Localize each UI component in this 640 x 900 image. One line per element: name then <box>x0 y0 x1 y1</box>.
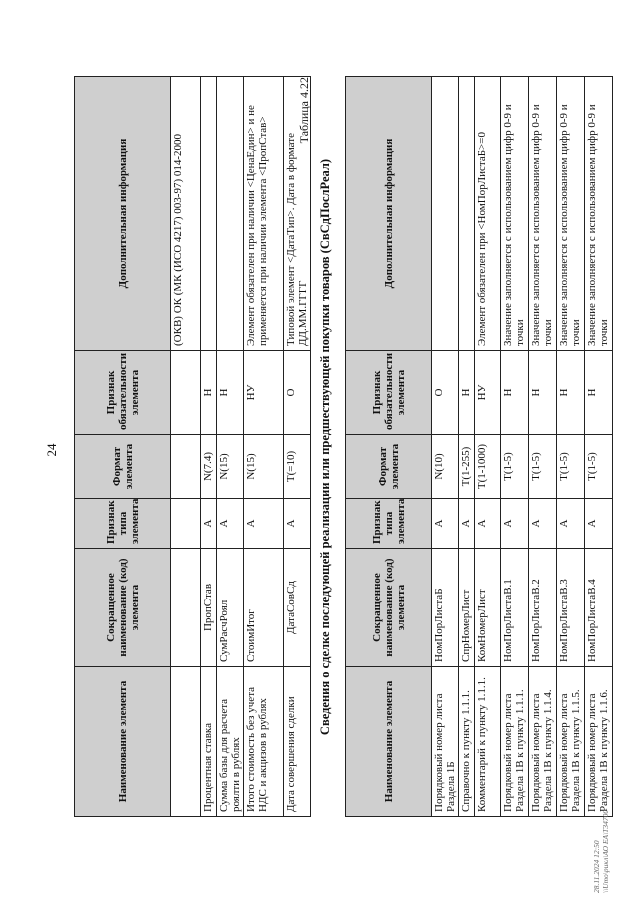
table-cell-col5: Значение заполняется с использованием цифр 0-9 и точки <box>557 77 585 351</box>
table-cell-col1: НомПорЛистаВ.1 <box>501 549 529 667</box>
table-cell-col2 <box>171 499 201 549</box>
table-number-label: Таблица 4.22 <box>297 77 311 144</box>
table-row <box>244 77 284 817</box>
header-required: Признак обязательности элемента <box>75 351 171 435</box>
table-cell-col2: А <box>557 499 585 549</box>
table-cell-col3: N(15) <box>217 435 244 499</box>
table-cell-col0: Порядковый номер листа Раздела 1В к пункту 1.1.5. <box>557 667 585 817</box>
table-cell-col0: Процентная ставка <box>201 667 217 817</box>
header-info: Дополнительная информация <box>75 77 171 351</box>
table-cell-col5 <box>201 77 217 351</box>
table-cell-col4: НУ <box>244 351 284 435</box>
table-cell-col2: А <box>432 499 459 549</box>
header-code: Сокращенное наименование (код) элемента <box>75 549 171 667</box>
table-row <box>459 77 475 817</box>
header-name: Наименование элемента <box>346 667 432 817</box>
table-cell-col2: А <box>201 499 217 549</box>
table-cell-col2: А <box>585 499 613 549</box>
header-info: Дополнительная информация <box>346 77 432 351</box>
table-cell-col4: Н <box>585 351 613 435</box>
table-cell-col4: Н <box>501 351 529 435</box>
table-row <box>585 77 613 817</box>
table-cell-col0: Дата совершения сделки <box>284 667 311 817</box>
elements-table-continued <box>74 76 311 817</box>
table-cell-col3: T(1-1000) <box>475 435 501 499</box>
table-cell-col0: Порядковый номер листа Раздела 1В к пункту 1.1.4. <box>529 667 557 817</box>
table-cell-col4: О <box>432 351 459 435</box>
table-row <box>529 77 557 817</box>
table-cell-col1 <box>171 549 201 667</box>
table-cell-col2: А <box>244 499 284 549</box>
table-cell-col3: T(1-5) <box>501 435 529 499</box>
table-cell-col1: ДатаСовСд <box>284 549 311 667</box>
table-cell-col5: Значение заполняется с использованием цифр 0-9 и точки <box>585 77 613 351</box>
table-cell-col2: А <box>475 499 501 549</box>
table-cell-col3 <box>171 435 201 499</box>
table-row <box>432 77 459 817</box>
table-cell-col0: Порядковый номер листа Раздела 1Б <box>432 667 459 817</box>
table-cell-col1: КомНомерЛист <box>475 549 501 667</box>
page-number: 24 <box>44 443 59 457</box>
table-cell-col0: Порядковый номер листа Раздела 1В к пункту 1.1.1. <box>501 667 529 817</box>
table-title: Сведения о сделке последующей реализации или предшествующей покупки товаров (СвСдПослРеал) <box>318 158 332 736</box>
table-row <box>557 77 585 817</box>
header-required: Признак обязательности элемента <box>346 351 432 435</box>
table-cell-col5 <box>217 77 244 351</box>
table-cell-col2: А <box>217 499 244 549</box>
table-cell-col0 <box>171 667 201 817</box>
print-stamp-path: \\Umo\рикл\АО ЕА\Т34700 <box>601 809 610 893</box>
table-cell-col4: Н <box>459 351 475 435</box>
print-stamp-date: 28.11.2024 12:50 <box>592 840 601 893</box>
table-cell-col0: Сумма базы для расчета роялти в рублях <box>217 667 244 817</box>
table-cell-col1: ПропСтав <box>201 549 217 667</box>
table-cell-col3: T(=10) <box>284 435 311 499</box>
table-cell-col1: СпрНомерЛист <box>459 549 475 667</box>
table-cell-col0: Порядковый номер листа Раздела 1В к пункту 1.1.6. <box>585 667 613 817</box>
table-cell-col1: СумРасчРоял <box>217 549 244 667</box>
table-cell-col4: Н <box>201 351 217 435</box>
table-cell-col4 <box>171 351 201 435</box>
table-cell-col4: Н <box>217 351 244 435</box>
table-cell-col1: НомПорЛистаВ.3 <box>557 549 585 667</box>
table-cell-col0: Справочно к пункту 1.1.1. <box>459 667 475 817</box>
table-cell-col0: Итого стоимость без учета НДС и акцизов в рублях <box>244 667 284 817</box>
table-cell-col5 <box>432 77 459 351</box>
table-cell-col4: Н <box>529 351 557 435</box>
header-type: Признак типа элемента <box>346 499 432 549</box>
table-cell-col1: НомПорЛистаВ.4 <box>585 549 613 667</box>
transaction-details-table <box>345 76 613 817</box>
table-cell-col2: А <box>284 499 311 549</box>
table-row <box>501 77 529 817</box>
header-format: Формат элемента <box>346 435 432 499</box>
table-cell-col3: T(1-255) <box>459 435 475 499</box>
header-format: Формат элемента <box>75 435 171 499</box>
print-stamp <box>592 810 610 893</box>
header-name: Наименование элемента <box>75 667 171 817</box>
table-cell-col3: N(10) <box>432 435 459 499</box>
table-cell-col5: Типовой элемент <ДатаТип>. Дата в формате ДД.ММ.ГГГГ <box>284 77 311 351</box>
table-cell-col5: Элемент обязателен при наличии <ЦенаЕдин> и не применяется при наличии элемента <ПропСтав> <box>244 77 284 351</box>
table-cell-col2: А <box>529 499 557 549</box>
table-cell-col1: НомПорЛистаБ <box>432 549 459 667</box>
table-cell-col3: T(1-5) <box>585 435 613 499</box>
table-cell-col3: T(1-5) <box>557 435 585 499</box>
table-row <box>171 77 201 817</box>
table-row <box>475 77 501 817</box>
table-cell-col5: Значение заполняется с использованием цифр 0-9 и точки <box>529 77 557 351</box>
table-cell-col3: N(7.4) <box>201 435 217 499</box>
table-cell-col3: T(1-5) <box>529 435 557 499</box>
table-row <box>201 77 217 817</box>
table-cell-col3: N(15) <box>244 435 284 499</box>
table-cell-col4: Н <box>557 351 585 435</box>
table-cell-col4: О <box>284 351 311 435</box>
table-cell-col0: Комментарий к пункту 1.1.1. <box>475 667 501 817</box>
table-cell-col5: Значение заполняется с использованием цифр 0-9 и точки <box>501 77 529 351</box>
header-code: Сокращенное наименование (код) элемента <box>346 549 432 667</box>
table-cell-col2: А <box>501 499 529 549</box>
table-row <box>284 77 311 817</box>
header-type: Признак типа элемента <box>75 499 171 549</box>
table-cell-col2: А <box>459 499 475 549</box>
table-row <box>217 77 244 817</box>
table-cell-col1: СтоимИтог <box>244 549 284 667</box>
table-cell-col5 <box>459 77 475 351</box>
table-cell-col4: НУ <box>475 351 501 435</box>
table-cell-col5: (ОКВ) ОК (МК (ИСО 4217) 003-97) 014-2000 <box>171 77 201 351</box>
table-cell-col5: Элемент обязателен при <НомПорЛистаБ>=0 <box>475 77 501 351</box>
table-cell-col1: НомПорЛистаВ.2 <box>529 549 557 667</box>
